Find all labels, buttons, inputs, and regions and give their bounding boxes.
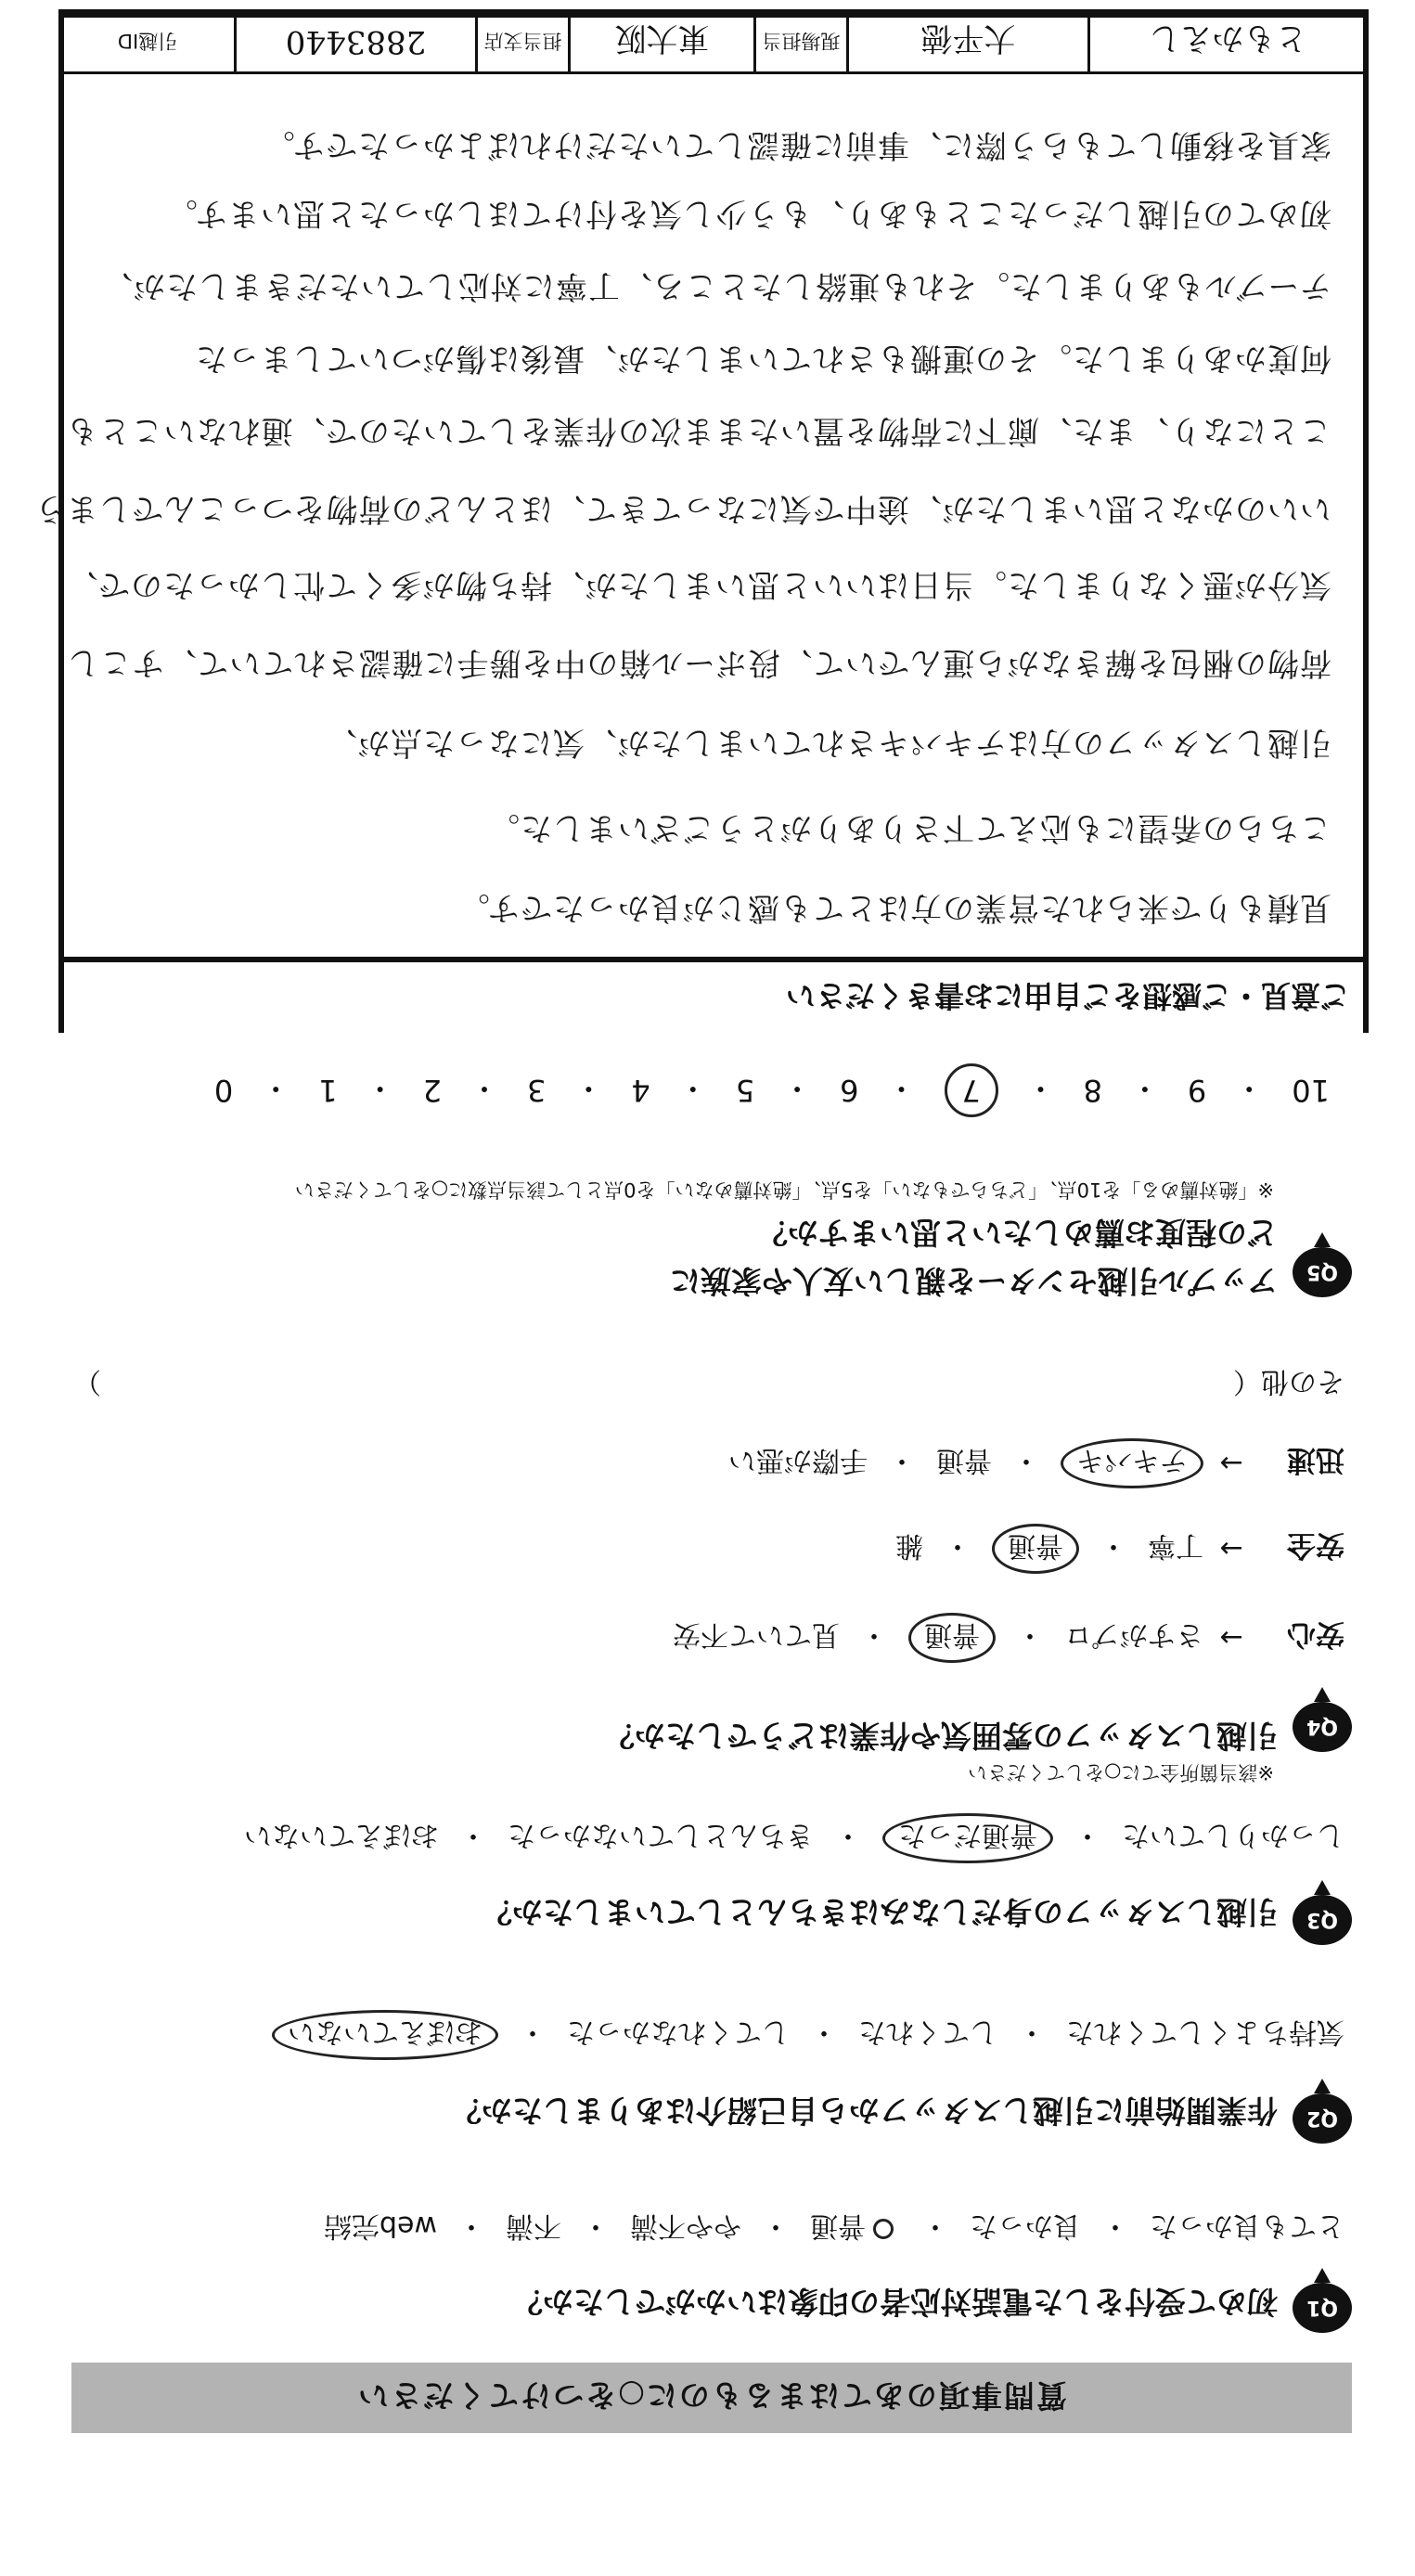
q1-option-4[interactable]: やや不満	[630, 2209, 741, 2242]
q5-separator: ・	[573, 1071, 604, 1106]
comment-line-6: いいのかなと思いましたが、途中で気になってきて、ほとんどの荷物をつっこんでしまう	[33, 490, 1331, 527]
q4-separator: ・	[1012, 1444, 1040, 1476]
comment-line-4: 荷物の梱包を解きながら運んでいて、段ボール箱の中を勝手に確認されていて、すこし	[67, 644, 1331, 681]
q1-badge: Q1	[1293, 2283, 1352, 2333]
instruction-text: 質問事項のあてはまるものに○をつけてください	[356, 2377, 1067, 2415]
q3-badge-tail	[1314, 1880, 1331, 1895]
q4-row-1-option-2-selected[interactable]: 普通	[908, 1613, 996, 1663]
q5-score-6[interactable]: 6	[840, 1073, 859, 1108]
q4-separator: ・	[944, 1529, 971, 1562]
site-value-cell	[846, 12, 1087, 71]
q1-separator: ・	[582, 2209, 610, 2242]
q4-row-2-option-1[interactable]: 丁寧	[1148, 1529, 1203, 1562]
id-value: 2883440	[285, 23, 427, 60]
q5-score-2[interactable]: 2	[422, 1073, 442, 1108]
q4-row-2-option-2-selected[interactable]: 普通	[992, 1524, 1079, 1574]
q4-other-close: ）	[73, 1365, 101, 1397]
q5-scale	[214, 1063, 1330, 1117]
q3-options	[244, 1813, 1344, 1863]
q5-score-7-selected[interactable]: 7	[945, 1063, 998, 1117]
q5-question-line2: どの程度お薦めしたいと思いますか？	[757, 1215, 1278, 1251]
site-label: 現場担当	[762, 30, 841, 52]
q4-row-2	[895, 1524, 1344, 1574]
q3-option-4[interactable]: おぼえていない	[244, 1819, 439, 1851]
q5-score-3[interactable]: 3	[527, 1073, 547, 1108]
id-value-cell	[234, 12, 475, 71]
q2-option-1[interactable]: 気持ちよくしてくれた	[1066, 2016, 1344, 2048]
q2-separator: ・	[810, 2016, 838, 2048]
q4-row-1-option-1[interactable]: さすがプロ	[1064, 1618, 1203, 1651]
q5-badge: Q5	[1293, 1247, 1352, 1297]
q4-row-3	[728, 1438, 1344, 1488]
q5-separator: ・	[470, 1071, 500, 1106]
q5-separator: ・	[1129, 1071, 1160, 1106]
q4-row-1-label: 安心	[1287, 1617, 1344, 1652]
q1-option-2[interactable]: 良かった	[970, 2209, 1081, 2242]
comment-line-9: テーブルもありました。それも連絡したところ、丁寧に対応していただきましたが、	[100, 267, 1331, 304]
q3-badge-wrap	[1293, 1880, 1352, 1945]
q3-separator: ・	[459, 1819, 487, 1851]
q1-selected-mark	[873, 2219, 894, 2239]
q5-separator: ・	[261, 1071, 291, 1106]
extra-cell	[1087, 12, 1366, 71]
instruction-band	[71, 2363, 1352, 2433]
q3-option-3[interactable]: きちんとしていなかった	[508, 1819, 814, 1851]
arrow-right-icon: →	[1219, 1532, 1243, 1565]
q5-score-4[interactable]: 4	[631, 1073, 650, 1108]
arrow-right-icon: →	[1219, 1621, 1243, 1655]
q4-badge-tail	[1314, 1687, 1331, 1702]
q4-badge-wrap	[1293, 1687, 1352, 1752]
comment-heading	[58, 957, 1369, 1033]
site-label-cell	[753, 12, 846, 71]
q3-option-1[interactable]: しっかりしていた	[1122, 1819, 1344, 1851]
q4-row-3-option-1-selected[interactable]: テキパキ	[1061, 1438, 1203, 1488]
q2-options	[272, 2010, 1344, 2060]
id-label-cell	[61, 12, 234, 71]
q3-question: 引越しスタッフの身だしなみはきちんとしていましたか？	[482, 1894, 1278, 1930]
q5-score-9[interactable]: 9	[1187, 1073, 1207, 1108]
site-value: 大平徳	[920, 19, 1016, 58]
q5-separator: ・	[886, 1071, 917, 1106]
q4-row-3-option-3[interactable]: 手際が悪い	[728, 1444, 868, 1476]
q1-option-5[interactable]: 不満	[506, 2209, 561, 2242]
branch-value: 東大阪	[614, 19, 710, 58]
q2-separator: ・	[1018, 2016, 1046, 2048]
staff-table	[58, 9, 1369, 74]
q4-separator: ・	[1100, 1529, 1127, 1562]
q5-badge-tail	[1314, 1232, 1331, 1247]
q4-row-3-option-2[interactable]: 普通	[936, 1444, 992, 1476]
comment-line-10: 初めての引越しだったこともあり、もう少し気を付けてほしかったと思います。	[164, 195, 1331, 232]
q4-separator: ・	[1016, 1618, 1044, 1651]
comment-line-8: 何度かありました。その運搬もされていましたが、最後は傷がついてしまった	[195, 340, 1331, 377]
comment-line-2: こちらの希望にも応えて下さりありがとうございました。	[487, 809, 1331, 846]
q4-question: 引越しスタッフの雰囲気や作業はどうでしたか？	[604, 1718, 1278, 1754]
q5-question-line1: アップル引越センターを親しい友人や家族に	[669, 1263, 1278, 1299]
q5-separator: ・	[677, 1071, 708, 1106]
q2-option-4-selected[interactable]: おぼえていない	[272, 2010, 498, 2060]
q4-row-2-label: 安全	[1287, 1528, 1344, 1563]
q1-question: 初めて受付をした電話対応者の印象はいかがでしたか？	[512, 2284, 1278, 2320]
q4-note: ※該当箇所全てに○をしてください	[968, 1761, 1274, 1784]
q3-badge: Q3	[1293, 1895, 1352, 1945]
q3-option-2-selected[interactable]: 普通だった	[882, 1813, 1053, 1863]
q5-score-5[interactable]: 5	[735, 1073, 755, 1108]
q5-score-8[interactable]: 8	[1083, 1073, 1102, 1108]
q5-score-1[interactable]: 1	[318, 1073, 338, 1108]
q5-separator: ・	[1234, 1071, 1265, 1106]
extra-value: ともかえし	[1149, 19, 1307, 58]
q2-badge-wrap	[1293, 2079, 1352, 2144]
q1-separator: ・	[762, 2209, 790, 2242]
branch-value-cell	[568, 12, 753, 71]
comment-line-3: 引越しスタッフの方はテキパキされていましたが、気になった点が、	[325, 724, 1331, 761]
q1-option-3[interactable]: 普通	[810, 2209, 866, 2242]
q5-separator: ・	[365, 1071, 395, 1106]
q2-option-3[interactable]: してくれなかった	[567, 2016, 790, 2048]
q1-separator: ・	[1101, 2209, 1129, 2242]
q1-options	[324, 2209, 1344, 2249]
q2-separator: ・	[519, 2016, 547, 2048]
q2-badge: Q2	[1293, 2093, 1352, 2144]
q4-separator: ・	[860, 1618, 888, 1651]
q4-other-row	[73, 1364, 1344, 1405]
comment-heading-text: ご意見・ご感想をご自由にお書きください	[785, 978, 1350, 1013]
comment-line-5: 気分が悪くなりました。当日はいいと思いましたが、持ち物が多くて忙しかったので、	[65, 566, 1331, 603]
q4-other-label: その他（	[1233, 1365, 1344, 1397]
arrow-right-icon: →	[1219, 1447, 1243, 1480]
q5-score-0[interactable]: 0	[213, 1073, 234, 1108]
q1-option-6[interactable]: web完結	[323, 2209, 437, 2242]
q2-option-2[interactable]: してくれた	[858, 2016, 997, 2048]
q3-separator: ・	[1074, 1819, 1101, 1851]
q4-row-1	[673, 1613, 1344, 1663]
branch-label-cell	[475, 12, 568, 71]
id-label: 引越ID	[117, 30, 178, 52]
q1-separator: ・	[921, 2209, 949, 2242]
branch-label: 担当支店	[483, 30, 562, 52]
q1-option-1[interactable]: とても良かった	[1150, 2209, 1344, 2242]
q4-badge: Q4	[1293, 1702, 1352, 1752]
comment-line-11: 家具を移動してもらう際に、事前に確認していただければよかったです。	[262, 126, 1331, 163]
q4-row-1-option-3[interactable]: 見ていて不安	[673, 1618, 840, 1651]
q4-separator: ・	[888, 1444, 916, 1476]
comment-line-1: 見積もりで来られた営業の方はとても感じが良かったです。	[457, 889, 1331, 926]
q4-row-2-option-3[interactable]: 雑	[895, 1529, 923, 1562]
q4-row-3-label: 迅速	[1287, 1443, 1344, 1477]
q3-separator: ・	[834, 1819, 862, 1851]
q1-badge-wrap	[1293, 2268, 1352, 2333]
comment-line-7: ことになり、また、廊下に荷物を置いたまま次の作業をしていたので、通れないことも	[65, 412, 1331, 449]
q1-separator: ・	[457, 2209, 485, 2242]
q5-note: ※「絶対薦める」を10点、「どちらでもない」を5点、「絶対薦めない」を0点として該当点数に○をしてください	[294, 1179, 1274, 1201]
q5-score-10[interactable]: 10	[1292, 1073, 1330, 1108]
q5-badge-wrap	[1293, 1232, 1352, 1297]
q5-separator: ・	[1025, 1071, 1056, 1106]
q2-badge-tail	[1314, 2079, 1331, 2093]
q5-separator: ・	[782, 1071, 813, 1106]
q2-question: 作業開始前に引越しスタッフから自己紹介はありましたか？	[451, 2093, 1278, 2129]
q1-badge-tail	[1314, 2268, 1331, 2283]
